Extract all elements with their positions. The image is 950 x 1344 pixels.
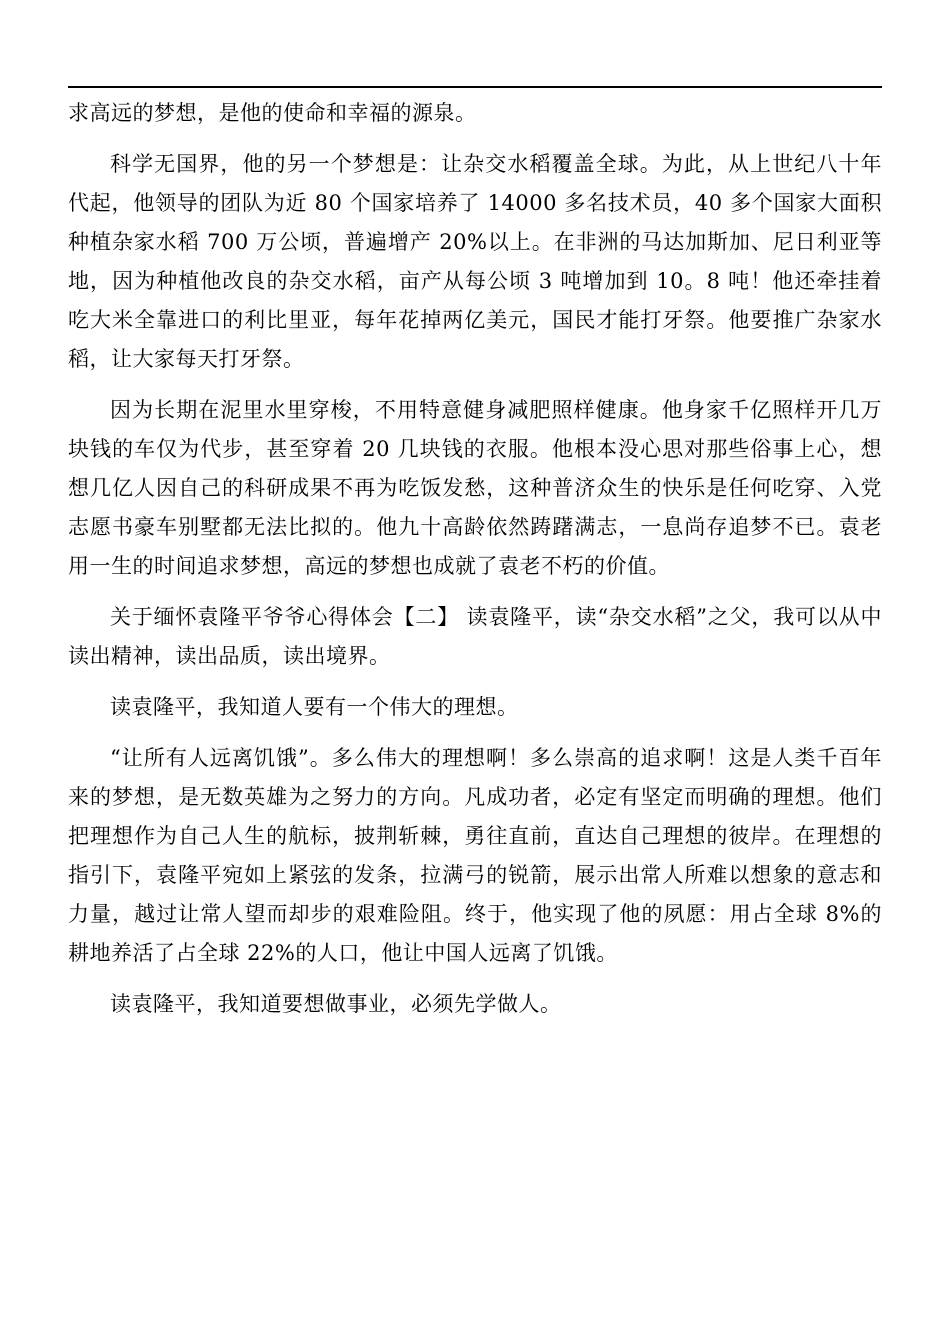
paragraph-global-rice: 科学无国界，他的另一个梦想是：让杂交水稻覆盖全球。为此，从上世纪八十年代起，他领导的团队为近 80 个国家培养了 14000 多名技术员，40 多个国家大面积种植杂家水稻 700 万公顷，普遍增产 20%以上。在非洲的马达加斯加、尼日利亚等地，因为种植他改良的杂交水稻，亩产从每公顷 3 吨增加到 10。8 吨！他还牵挂着吃大米全靠进口的利比里亚，每年花掉两亿美元，国民才能打牙祭。他要推广杂家水稻，让大家每天打牙祭。 <box>68 152 882 371</box>
paragraph-simple-life: 因为长期在泥里水里穿梭，不用特意健身减肥照样健康。他身家千亿照样开几万块钱的车仅为代步，甚至穿着 20 几块钱的衣服。他根本没心思对那些俗事上心，想想几亿人因自己的科研成果不再为吃饭发愁，这种普济众生的快乐是任何吃穿、入党志愿书豪车别墅都无法比拟的。他九十高龄依然踌躇满志，一息尚存追梦不已。袁老用一生的时间追求梦想，高远的梦想也成就了袁老不朽的价值。 <box>68 398 882 578</box>
paragraph-ideal-body: “让所有人远离饥饿”。多么伟大的理想啊！多么崇高的追求啊！这是人类千百年来的梦想，是无数英雄为之努力的方向。凡成功者，必定有坚定而明确的理想。他们把理想作为自己人生的航标，披荆斩棘，勇往直前，直达自己理想的彼岸。在理想的指引下，袁隆平宛如上紧弦的发条，拉满弓的锐箭，展示出常人所难以想象的意志和力量，越过让常人望而却步的艰难险阻。终于，他实现了他的夙愿：用占全球 8%的耕地养活了占全球 22%的人口，他让中国人远离了饥饿。 <box>68 746 882 965</box>
paragraph-ideal-heading: 读袁隆平，我知道人要有一个伟大的理想。 <box>110 695 519 719</box>
paragraph-character-heading: 读袁隆平，我知道要想做事业，必须先学做人。 <box>110 992 562 1016</box>
header-rule <box>68 86 882 88</box>
paragraph-continuation: 求高远的梦想，是他的使命和幸福的源泉。 <box>68 101 477 125</box>
document-page <box>68 86 882 1024</box>
paragraph-section-two-intro: 关于缅怀袁隆平爷爷心得体会【二】 读袁隆平，读“杂交水稻”之父，我可以从中读出精神，读出品质，读出境界。 <box>68 605 882 668</box>
